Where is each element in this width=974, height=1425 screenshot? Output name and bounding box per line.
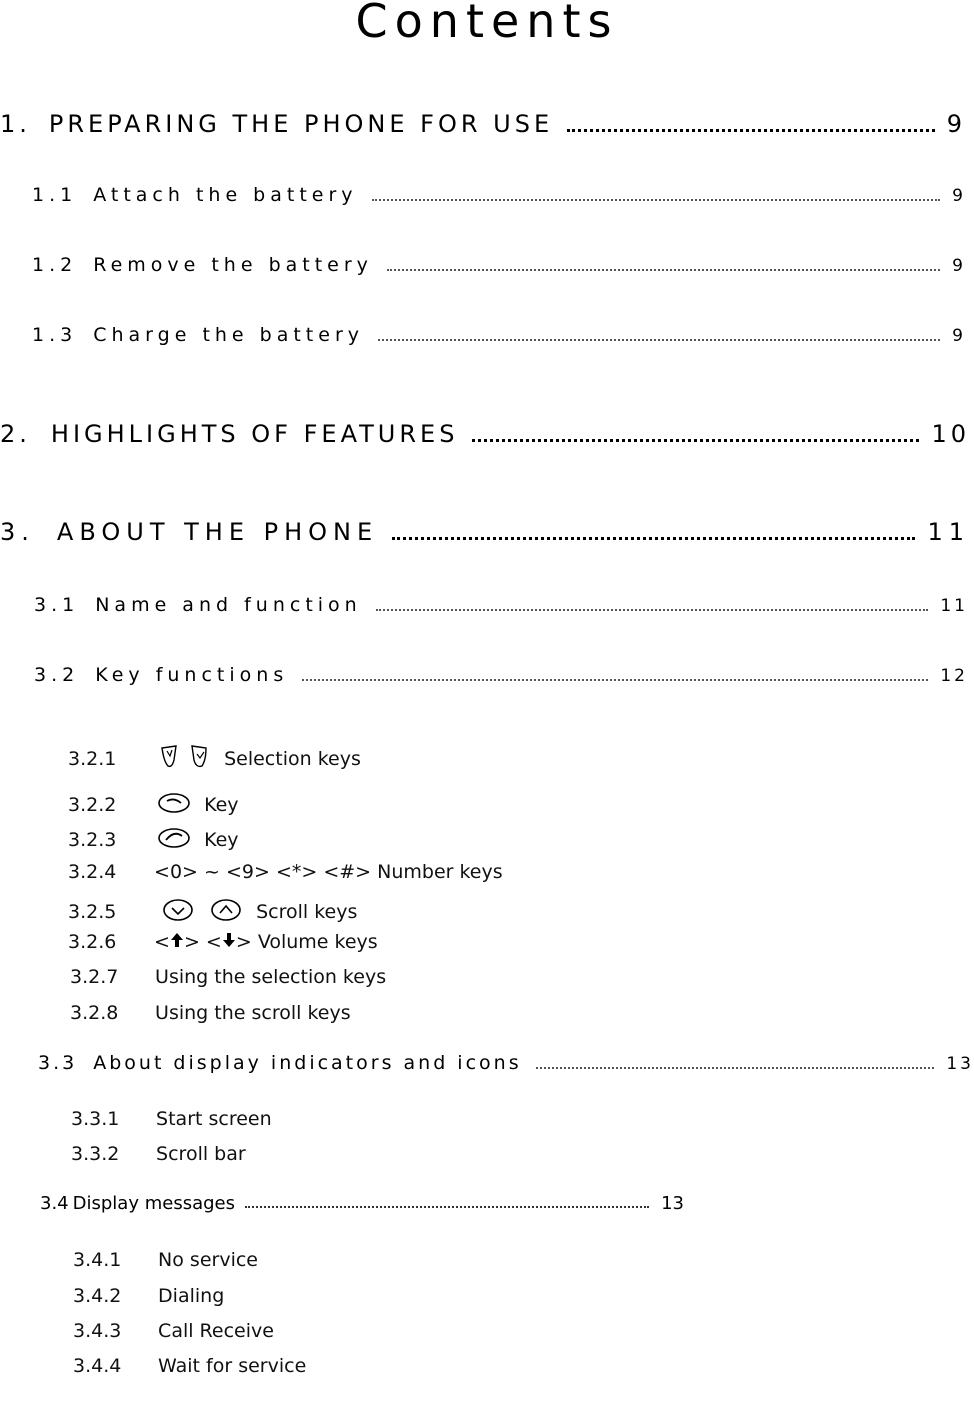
item-label: No service [158,1249,258,1271]
section-title: HIGHLIGHTS OF FEATURES [50,420,459,448]
page-number: 11 [940,596,968,616]
item-label: Selection keys [224,748,361,770]
toc-item-3-2-7[interactable] [70,966,386,988]
send-key-icon [154,790,198,821]
leader-dots [567,129,935,132]
toc-item-3-2-8[interactable] [70,1002,351,1024]
page-number: 9 [952,186,966,206]
item-label: Dialing [158,1285,225,1307]
page-number: 11 [927,518,970,546]
subsection-title: Charge the battery [93,324,365,346]
subsection-title: Name and function [95,594,362,616]
toc-section-1[interactable] [0,110,966,138]
subsection-title: Key functions [95,664,289,686]
section-title: PREPARING THE PHONE FOR USE [48,110,554,138]
toc-item-3-3-1[interactable] [71,1108,272,1130]
item-label: Start screen [156,1108,272,1130]
subsection-number: 3.3 [38,1052,78,1074]
volume-up-arrow-icon [170,931,184,954]
item-label-suffix: > Volume keys [235,931,378,953]
toc-item-3-2-3[interactable] [68,825,239,856]
toc-subsection-3-4[interactable] [40,1193,684,1214]
subsection-number: 3.1 [34,594,80,616]
toc-item-3-2-4[interactable] [68,861,503,883]
toc-subsection-3-3[interactable] [38,1052,974,1074]
subsection-number: 3.2 [34,664,80,686]
item-number: 3.2.6 [68,931,117,953]
leader-dots [376,609,929,611]
leader-dots [387,269,940,271]
leader-dots [536,1067,935,1069]
toc-item-3-4-3[interactable] [73,1320,274,1342]
item-label: Key [204,829,239,851]
page-number: 9 [952,256,966,276]
toc-item-3-3-2[interactable] [71,1143,246,1165]
toc-item-3-2-6[interactable] [68,931,378,954]
toc-subsection-1-2[interactable] [32,254,966,276]
volume-down-arrow-icon [222,931,236,954]
toc-subsection-1-3[interactable] [32,324,966,346]
toc-item-3-2-1[interactable] [68,742,361,777]
leader-dots [472,439,919,442]
subsection-title: Remove the battery [93,254,373,276]
toc-subsection-3-1[interactable] [34,594,968,616]
item-number: 3.4.3 [73,1320,122,1342]
item-number: 3.2.8 [70,1002,119,1024]
item-label: Key [204,794,239,816]
leader-dots [302,679,928,681]
toc-subsection-3-2[interactable] [34,664,968,686]
page-number: 9 [946,110,966,138]
item-number: 3.2.7 [70,966,119,988]
item-number: 3.4.4 [73,1355,122,1377]
page-number: 10 [931,420,970,448]
page-title: Contents [355,0,619,48]
toc-item-3-4-4[interactable] [73,1355,306,1377]
toc-section-3[interactable] [0,518,970,546]
page-number: 12 [940,666,968,686]
subsection-title: Attach the battery [93,184,358,206]
item-number: 3.2.2 [68,794,117,816]
item-number: 3.2.1 [68,748,117,770]
subsection-number: 1.1 [32,184,78,206]
toc-item-3-4-1[interactable] [73,1249,258,1271]
section-number: 3. [0,518,35,546]
toc-item-3-4-2[interactable] [73,1285,224,1307]
page-number: 9 [952,326,966,346]
item-number: 3.3.1 [71,1108,120,1130]
section-title: ABOUT THE PHONE [56,518,379,546]
page-number: 13 [946,1054,974,1074]
leader-dots [372,199,941,201]
item-number: 3.3.2 [71,1143,120,1165]
subsection-title: About display indicators and icons [93,1052,522,1074]
item-label: Scroll keys [256,901,358,923]
section-number: 1. [0,110,31,138]
item-number: 3.2.3 [68,829,117,851]
leader-dots [245,1206,649,1208]
item-label: <0> ~ <9> <*> <#> Number keys [154,861,503,883]
item-label: Call Receive [158,1320,274,1342]
toc-section-2[interactable] [0,420,970,448]
selection-keys-icon [154,742,218,777]
section-number: 2. [0,420,31,448]
scroll-keys-icon [154,896,250,929]
subsection-number: 3.4 [40,1193,69,1214]
item-number: 3.4.1 [73,1249,122,1271]
item-number: 3.4.2 [73,1285,122,1307]
item-label: Scroll bar [156,1143,246,1165]
leader-dots [378,339,940,341]
item-label: Wait for service [158,1355,307,1377]
item-label-mid: > < [183,931,222,953]
item-label-prefix: < [154,931,170,953]
subsection-title: Display messages [72,1193,235,1214]
item-number: 3.2.4 [68,861,117,883]
leader-dots [392,537,915,540]
subsection-number: 1.3 [32,324,78,346]
toc-item-3-2-2[interactable] [68,790,239,821]
subsection-number: 1.2 [32,254,78,276]
item-number: 3.2.5 [68,901,117,923]
page-number: 13 [661,1193,684,1214]
toc-item-3-2-5[interactable] [68,896,357,929]
item-label: Using the scroll keys [155,1002,351,1024]
toc-subsection-1-1[interactable] [32,184,966,206]
end-key-icon [154,825,198,856]
item-label: Using the selection keys [155,966,387,988]
